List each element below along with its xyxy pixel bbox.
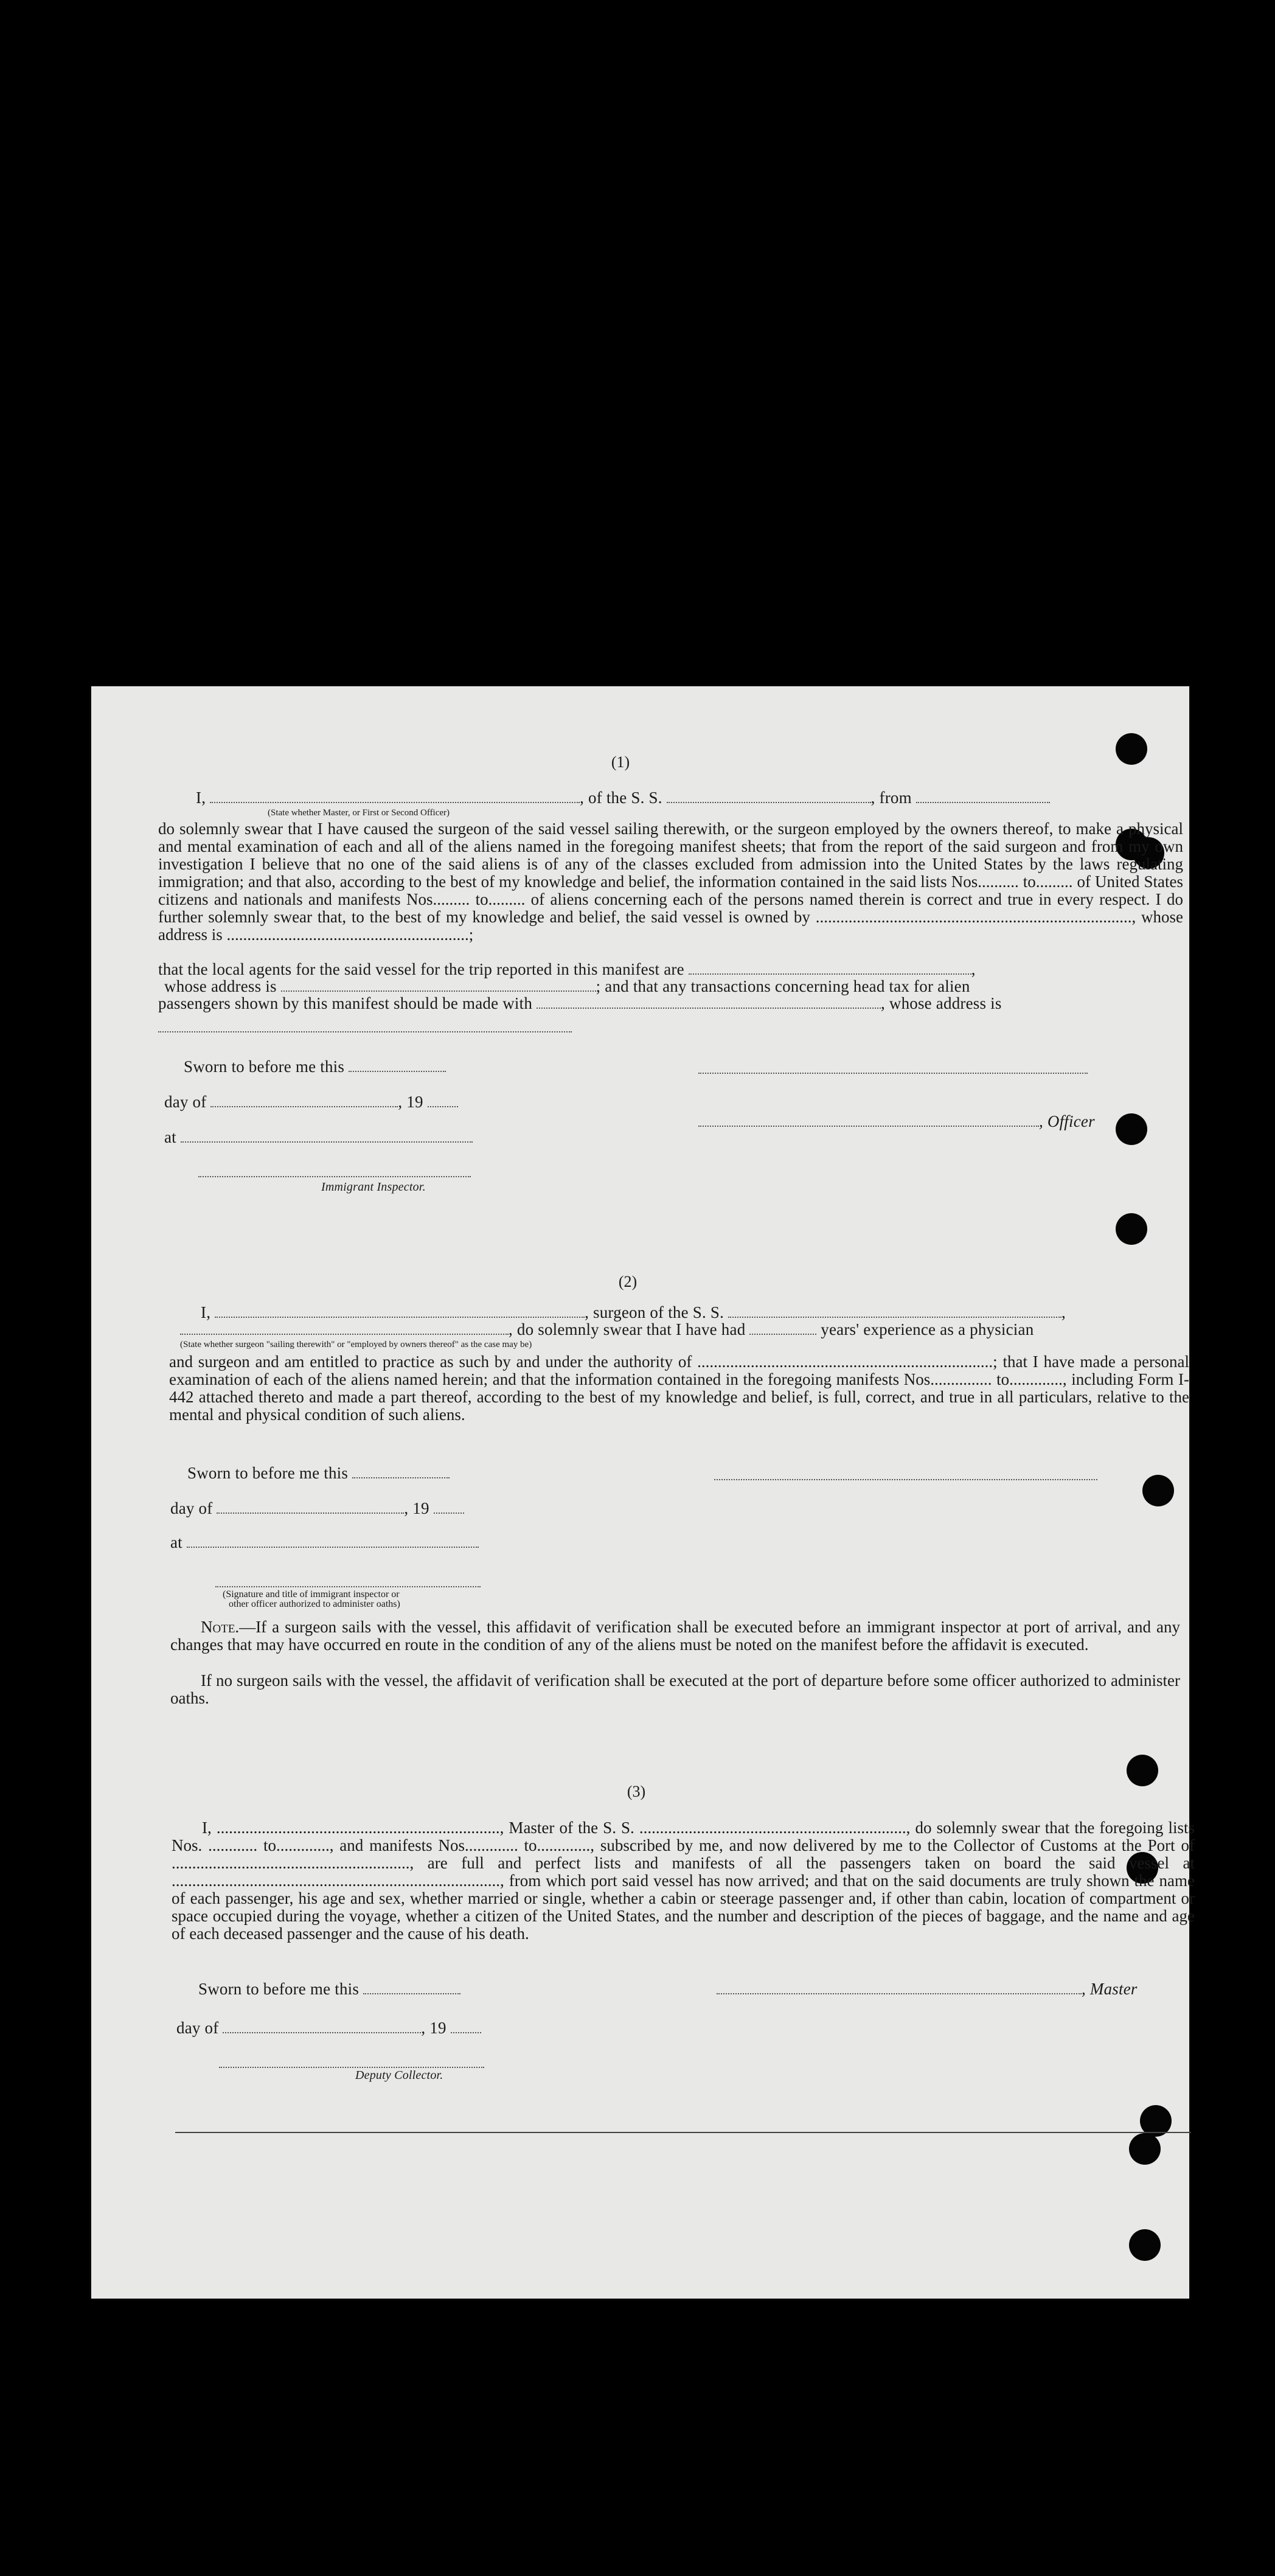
section-1-first-line <box>196 788 1050 807</box>
bottom-rule <box>175 2132 1191 2133</box>
section-1-agents-line: that the local agents for the said vessel for the trip reported in this manifest are , <box>158 960 976 978</box>
name-blank[interactable] <box>210 790 580 803</box>
officer-signature-blank[interactable] <box>698 1113 1039 1127</box>
section-1-body: do solemnly swear that I have caused the surgeon of the said vessel sailing therewith, or the surgeon employed by the owners thereof, to make a physical and mental examination of each and all of the aliens named in the foregoing manifest sheets; that from the report of the said surgeon and from my own investigation I believe that no one of the said aliens is of any of the classes excluded from admission into the United States by the laws regulating immigration; and that also, according to the best of my knowledge and belief, the information contained in the said lists Nos.......... to......... of United States citizens and nationals and manifests Nos......... to......... of aliens concerning each of the persons named therein is correct and true in every respect. I do further solemnly swear that, to the best of my knowledge and belief, the said vessel is owned by ............................................................................., whose address is ...........................................................; <box>158 820 1183 944</box>
section-2-body: and surgeon and am entitled to practice as such by and under the authority of ........................................................................; that I have made a personal examination of each of the aliens named herein; and that the information contained in the foregoing manifests Nos............... to............., including Form I-442 attached thereto and made a part thereof, according to the best of my knowledge and belief, is full, correct, and true in all particulars, relative to the mental and physical condition of such aliens. <box>169 1352 1189 1424</box>
section-3-number: (3) <box>627 1783 646 1800</box>
binder-hole <box>1116 1213 1147 1245</box>
binder-hole <box>1129 2229 1161 2261</box>
agents-address-blank[interactable] <box>281 978 596 992</box>
section-1-address-line: whose address is ; and that any transactions concerning head tax for alien <box>164 977 970 995</box>
section-1-number: (1) <box>611 753 630 771</box>
section-2-sig-note-2: other officer authorized to administer oaths) <box>229 1599 400 1609</box>
address-continuation-blank[interactable] <box>158 1031 572 1032</box>
section-2-note <box>170 1618 1180 1654</box>
section-3-body: I, ....................................................................., Master of the S. S. ................................................................., do solemnly swear that the foregoing lists Nos. ............ to............., and manifests Nos............. to............., subscribed by me, and now delivered by me to the Collector of Customs at the Port of .........................................................., are full and perfect lists and manifests of all the passengers taken on board the said vessel at ................................................................................, from which port said vessel has now arrived; and that on the said documents are truly shown the name of each passenger, his age and sex, whether married or single, whether a cabin or steerage passenger and, if other than cabin, location of compartment or space occupied during the voyage, whether a citizen of the United States, and the number and description of the pieces of baggage, and the name and age of each deceased passenger and the cause of his death. <box>172 1819 1195 1943</box>
surgeon-type-blank[interactable] <box>180 1321 509 1335</box>
sworn-date-blank[interactable] <box>363 1981 460 1994</box>
surgeon-name-blank[interactable] <box>215 1304 585 1318</box>
section-2-sig-note-1: (Signature and title of immigrant inspector or <box>223 1589 400 1600</box>
collector-signature-blank[interactable] <box>219 2066 484 2068</box>
binder-hole <box>1129 2133 1161 2165</box>
from-port-blank[interactable] <box>916 790 1050 803</box>
section-2-number: (2) <box>618 1273 638 1290</box>
day-blank[interactable] <box>217 1500 404 1514</box>
sworn-date-blank[interactable] <box>349 1059 446 1072</box>
section-2-first-line: I, , surgeon of the S. S. , <box>201 1303 1066 1321</box>
section-2-sworn: Sworn to before me this <box>187 1464 450 1483</box>
section-2-state-note: (State whether surgeon "sailing therewith" or "employed by owners thereof" as the case may be) <box>180 1340 532 1349</box>
section-2-signature-blank[interactable] <box>714 1478 1097 1480</box>
master-signature-blank[interactable] <box>717 1981 1082 1994</box>
section-3-day: day of , 19 <box>176 2019 481 2038</box>
binder-hole <box>1142 1475 1174 1506</box>
section-1-inspector-label: Immigrant Inspector. <box>321 1180 426 1194</box>
head-tax-contact-blank[interactable] <box>537 995 881 1009</box>
at-place-blank[interactable] <box>187 1534 479 1548</box>
section-3-sworn: Sworn to before me this <box>198 1980 460 1999</box>
inspector-signature-blank[interactable] <box>198 1175 471 1177</box>
ship-name-blank[interactable] <box>667 790 871 803</box>
binder-hole <box>1116 1113 1147 1145</box>
section-1-ss-label: , of the S. S. <box>580 788 662 807</box>
surgeon-ship-blank[interactable] <box>728 1304 1061 1318</box>
section-3-master: , Master <box>717 1980 1138 1999</box>
day-blank[interactable] <box>210 1094 398 1107</box>
section-1-at: at <box>164 1128 473 1147</box>
year-blank[interactable] <box>451 2020 481 2033</box>
sworn-date-blank[interactable] <box>352 1465 450 1478</box>
section-2-second-line: , do solemnly swear that I have had years' experience as a physician <box>180 1320 1034 1339</box>
binder-hole <box>1116 733 1147 765</box>
note-label: Note. <box>201 1618 240 1636</box>
note-text: —If a surgeon sails with the vessel, this affidavit of verification shall be executed before an immigrant inspector at port of arrival, and any changes that may have occurred en route in the condition of any of the aliens must be noted on the manifest before the affidavit is executed. <box>170 1618 1180 1654</box>
section-1-sworn: Sworn to before me this <box>184 1057 446 1076</box>
manifest-sheet <box>91 686 1195 2299</box>
years-blank[interactable] <box>749 1321 816 1335</box>
binder-hole <box>1127 1755 1158 1786</box>
section-1-passengers-line: passengers shown by this manifest should be made with , whose address is <box>158 994 1002 1012</box>
section-1-officer: , Officer <box>698 1112 1095 1131</box>
year-blank[interactable] <box>428 1094 458 1107</box>
section-1-day: day of , 19 <box>164 1093 458 1112</box>
section-1-state-note: (State whether Master, or First or Second Officer) <box>268 808 450 818</box>
year-blank[interactable] <box>434 1500 464 1514</box>
at-place-blank[interactable] <box>181 1129 473 1143</box>
section-3-collector-label: Deputy Collector. <box>355 2069 443 2082</box>
section-1-i: I, <box>196 788 206 807</box>
section-2-note-2: If no surgeon sails with the vessel, the affidavit of verification shall be executed at the port of departure before some officer authorized to administer oaths. <box>170 1671 1180 1707</box>
section-2-inspector-signature-blank[interactable] <box>215 1586 481 1587</box>
local-agents-blank[interactable] <box>689 961 971 975</box>
section-1-signature-top-blank[interactable] <box>698 1072 1088 1074</box>
section-2-day: day of , 19 <box>170 1499 464 1518</box>
section-1-from-label: , from <box>870 788 912 807</box>
section-2-at: at <box>170 1533 479 1552</box>
day-blank[interactable] <box>223 2020 421 2033</box>
